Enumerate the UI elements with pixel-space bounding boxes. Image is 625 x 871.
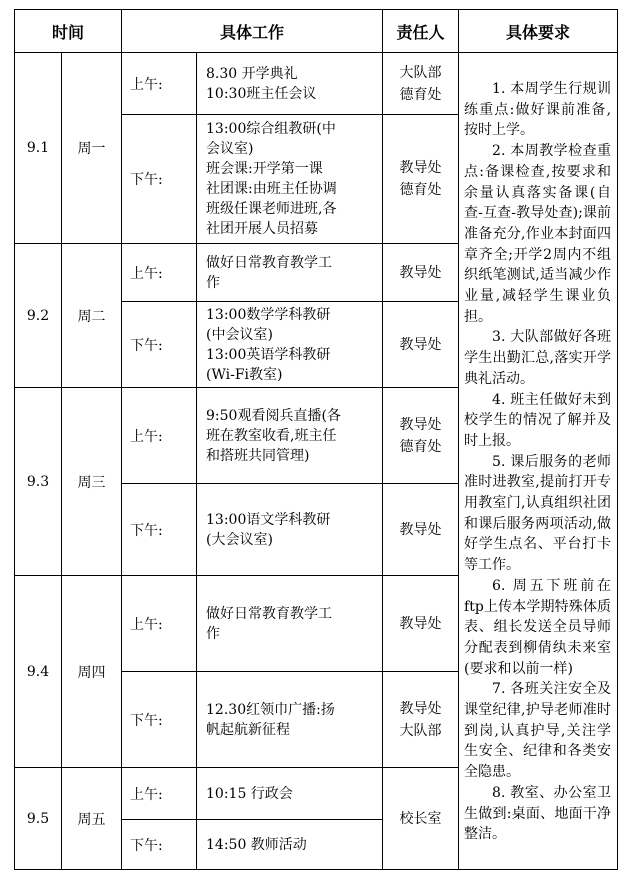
weekday-cell: 周一 (62, 53, 122, 244)
responsible-line: 校长室 (399, 810, 442, 827)
responsible-line: 教导处 (399, 700, 442, 717)
work-line: 10:15 行政会 (206, 785, 293, 802)
responsible-line: 德育处 (399, 86, 442, 103)
responsible-cell (383, 244, 459, 302)
weekday-cell: 周三 (62, 388, 122, 576)
header-work: 具体工作 (122, 10, 383, 53)
work-cell (197, 115, 383, 244)
work-line: 作 (206, 274, 221, 291)
responsible-line: 教导处 (399, 416, 442, 433)
work-line: 9:50观看阅兵直播(各 (206, 407, 341, 424)
work-line: (Wi-Fi教室) (206, 366, 283, 383)
work-cell (197, 53, 383, 115)
work-cell (197, 768, 383, 820)
work-line: 班在教室收看,班主任 (206, 427, 337, 444)
work-cell (197, 388, 383, 484)
work-cell (197, 302, 383, 388)
work-line: (大会议室) (206, 531, 273, 548)
responsible-cell (383, 484, 459, 576)
schedule-table (14, 9, 618, 870)
responsible-line: 德育处 (399, 182, 442, 198)
responsible-line: 教导处 (399, 336, 442, 353)
responsible-cell (383, 576, 459, 672)
work-cell (197, 576, 383, 672)
header-row (15, 10, 618, 53)
header-responsible: 责任人 (383, 10, 459, 53)
work-line: 13:00语文学科教研 (206, 511, 331, 528)
work-line: 帆起航新征程 (206, 721, 291, 738)
work-cell (197, 820, 383, 870)
work-line: 作 (206, 625, 221, 642)
requirement-item: 4. 班主任做好未到校学生的情况了解并及时上报。 (464, 391, 612, 449)
work-line: 班级任课老师进班,各 (206, 201, 337, 217)
work-line: (中会议室) (206, 326, 273, 343)
am-label: 上午: (122, 388, 197, 484)
date-cell: 9.3 (15, 388, 62, 576)
requirement-item: 7. 各班关注安全及课堂纪律,护导老师准时到岗,认真护导,关注学生安全、纪律和各类安全隐患。 (464, 681, 612, 781)
work-line: 14:50 教师活动 (206, 836, 307, 853)
am-label: 上午: (122, 576, 197, 672)
pm-label: 下午: (122, 302, 197, 388)
work-line: 13:00数学学科教研 (206, 306, 331, 323)
pm-label: 下午: (122, 115, 197, 244)
requirement-item: 5. 课后服务的老师准时进教室,提前打开专用教室门,认真组织社团和课后服务两项活动,做好学生点名、平台打卡等工作。 (464, 453, 612, 574)
header-requirements: 具体要求 (459, 10, 618, 53)
date-cell: 9.4 (15, 576, 62, 768)
responsible-cell (383, 672, 459, 768)
requirement-item: 8. 教室、办公室卫生做到:桌面、地面干净整洁。 (464, 784, 612, 843)
pm-label: 下午: (122, 820, 197, 870)
responsible-line: 德育处 (399, 438, 442, 455)
work-line: 做好日常教育教学工 (206, 605, 333, 622)
am-label: 上午: (122, 768, 197, 820)
responsible-cell (383, 53, 459, 115)
am-label: 上午: (122, 53, 197, 115)
work-line: 会议室) (206, 141, 254, 157)
weekday-cell: 周二 (62, 244, 122, 388)
requirement-item: 3. 大队部做好各班学生出勤汇总,落实开学典礼活动。 (464, 329, 612, 387)
responsible-line: 大队部 (399, 64, 442, 81)
work-cell (197, 244, 383, 302)
responsible-line: 大队部 (399, 722, 442, 739)
work-line: 社团课:由班主任协调 (206, 181, 337, 197)
responsible-cell (383, 115, 459, 244)
work-line: 13:00综合组教研(中 (206, 121, 336, 137)
table-row (15, 53, 618, 115)
date-cell: 9.5 (15, 768, 62, 870)
responsible-cell (383, 388, 459, 484)
date-cell: 9.1 (15, 53, 62, 244)
work-cell (197, 672, 383, 768)
work-line: 做好日常教育教学工 (206, 254, 333, 271)
work-line: 13:00英语学科教研 (206, 346, 331, 363)
work-cell (197, 484, 383, 576)
responsible-line: 教导处 (399, 615, 442, 632)
pm-label: 下午: (122, 484, 197, 576)
work-line: 8.30 开学典礼 (206, 65, 298, 82)
requirement-item: 6. 周五下班前在ftp上传本学期特殊体质表、组长发送全员导师分配表到柳倩纨未来室(要求和以前一样) (464, 577, 612, 677)
responsible-cell (383, 768, 459, 870)
weekday-cell: 周五 (62, 768, 122, 870)
am-label: 上午: (122, 244, 197, 302)
weekday-cell: 周四 (62, 576, 122, 768)
work-line: 班会课:开学第一课 (206, 161, 323, 177)
work-line: 10:30班主任会议 (206, 85, 317, 102)
work-line: 12.30红领巾广播:扬 (206, 701, 335, 718)
requirements-cell (459, 53, 618, 870)
requirement-item: 1. 本周学生行规训练重点:做好课前准备,按时上学。 (464, 80, 612, 139)
pm-label: 下午: (122, 672, 197, 768)
work-line: 社团开展人员招募 (206, 221, 319, 237)
responsible-line: 教导处 (399, 160, 442, 176)
requirement-item: 2. 本周教学检查重点:备课检查,按要求和余量认真落实备课(自查-互查-教导处查);课前准备充分,作业本封面四章齐全;开学2周内不组织纸笔测试,适当减少作业量,减轻学生课业负担。 (464, 143, 612, 325)
responsible-line: 教导处 (399, 264, 442, 281)
responsible-cell (383, 302, 459, 388)
work-line: 和搭班共同管理) (206, 447, 310, 464)
header-time: 时间 (15, 10, 122, 53)
date-cell: 9.2 (15, 244, 62, 388)
responsible-line: 教导处 (399, 521, 442, 538)
